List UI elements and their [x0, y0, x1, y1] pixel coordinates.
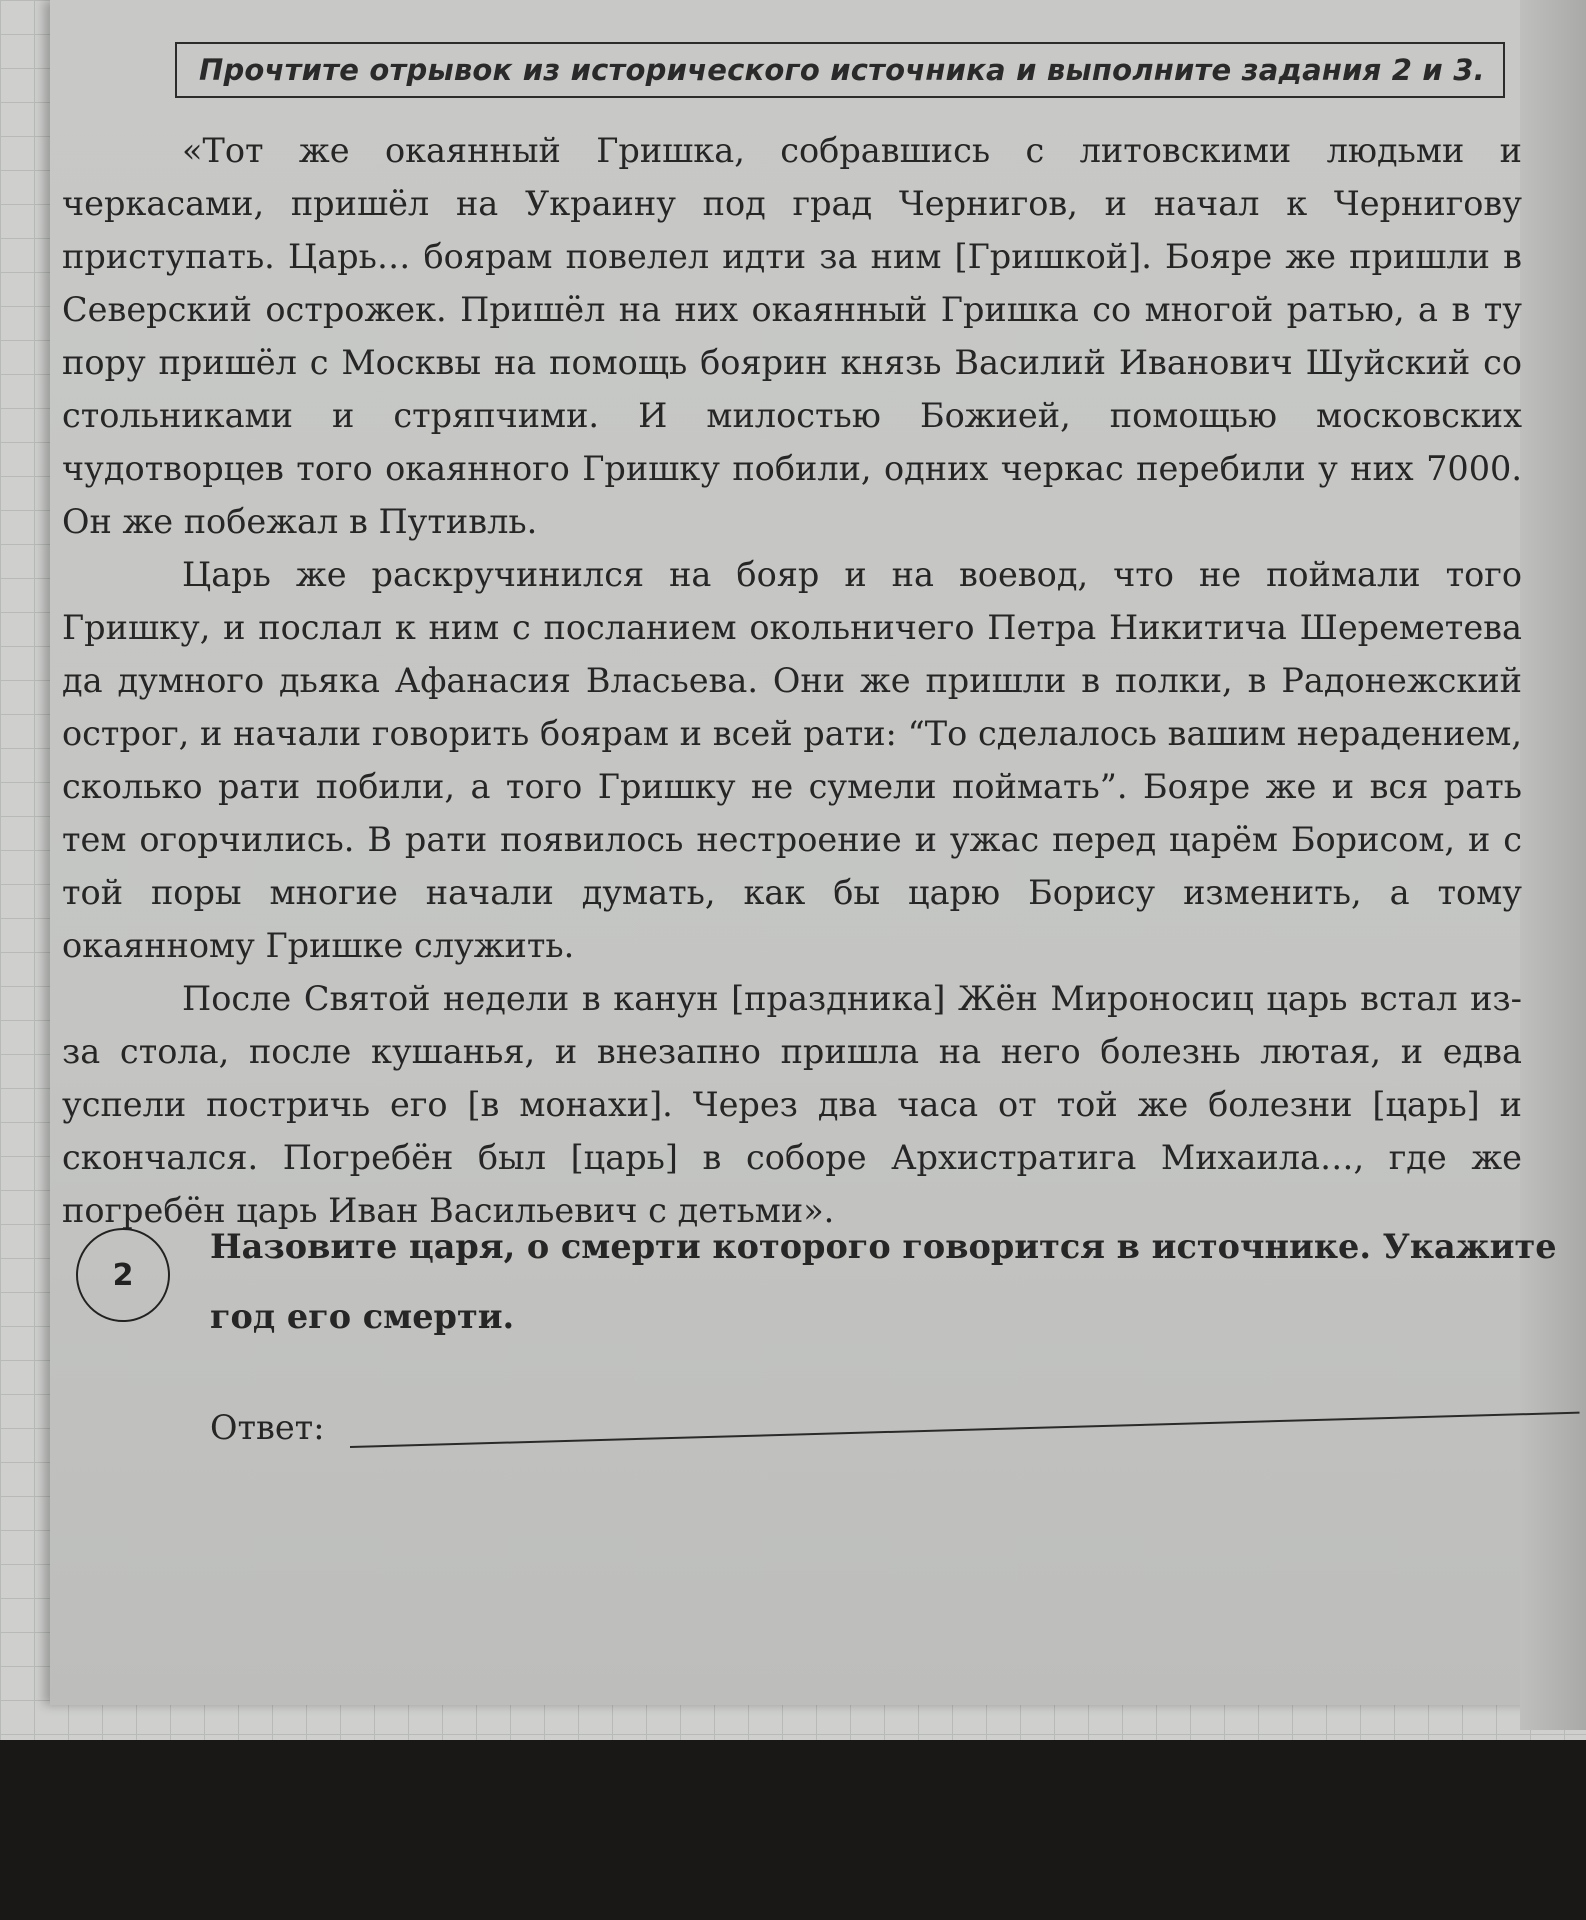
- answer-label: Ответ:: [210, 1408, 325, 1447]
- page-edge: [1520, 0, 1586, 1730]
- dark-background: [0, 1740, 1586, 1920]
- task-number: 2: [112, 1257, 134, 1293]
- source-paragraph-3: После Святой недели в канун [праздника] Жён Мироносиц царь встал из-за стола, после кушанья, и внезапно пришла на него болезнь лютая, и едва успели постричь его [в монахи]. Через два часа от той же болезни [царь] и скончался. Погребён был [царь] в соборе Архистратига Михаила…, где же погребён царь Иван Васильевич с детьми».: [62, 979, 1522, 1230]
- task-instruction: Прочтите отрывок из исторического источника и выполните задания 2 и 3.: [199, 53, 1485, 87]
- task-instruction-box: [175, 42, 1505, 98]
- source-paragraph-2: Царь же раскручинился на бояр и на воевод, что не поймали того Гришку, и послал к ним с посланием окольничего Петра Никитича Шереметева да думного дьяка Афанасия Власьева. Они же пришли в полки, в Радонежский острог, и начали говорить боярам и всей рати: “То сделалось вашим нерадением, сколько рати побили, а того Гришку не сумели поймать”. Бояре же и вся рать тем огорчились. В рати появилось нестроение и ужас перед царём Борисом, и с той поры многие начали думать, как бы царю Борису изменить, а тому окаянному Гришке служить.: [62, 555, 1522, 965]
- task-number-circle: [76, 1228, 170, 1322]
- source-paragraph-1: «Тот же окаянный Гришка, собравшись с литовскими людьми и черкасами, пришёл на Украину под град Чернигов, и начал к Чернигову приступать. Царь… боярам повелел идти за ним [Гришкой]. Бояре же пришли в Северский острожек. Пришёл на них окаянный Гришка со многой ратью, а в ту пору пришёл с Москвы на помощь боярин князь Василий Иванович Шуйский со стольниками и стряпчими. И милостью Божией, помощью московских чудотворцев того окаянного Гришку побили, одних черкас перебили у них 7000. Он же побежал в Путивль.: [62, 131, 1522, 541]
- historical-source-excerpt: [62, 124, 1522, 1237]
- task-question: Назовите царя, о смерти которого говорится в источнике. Укажите год его смерти.: [210, 1227, 1557, 1336]
